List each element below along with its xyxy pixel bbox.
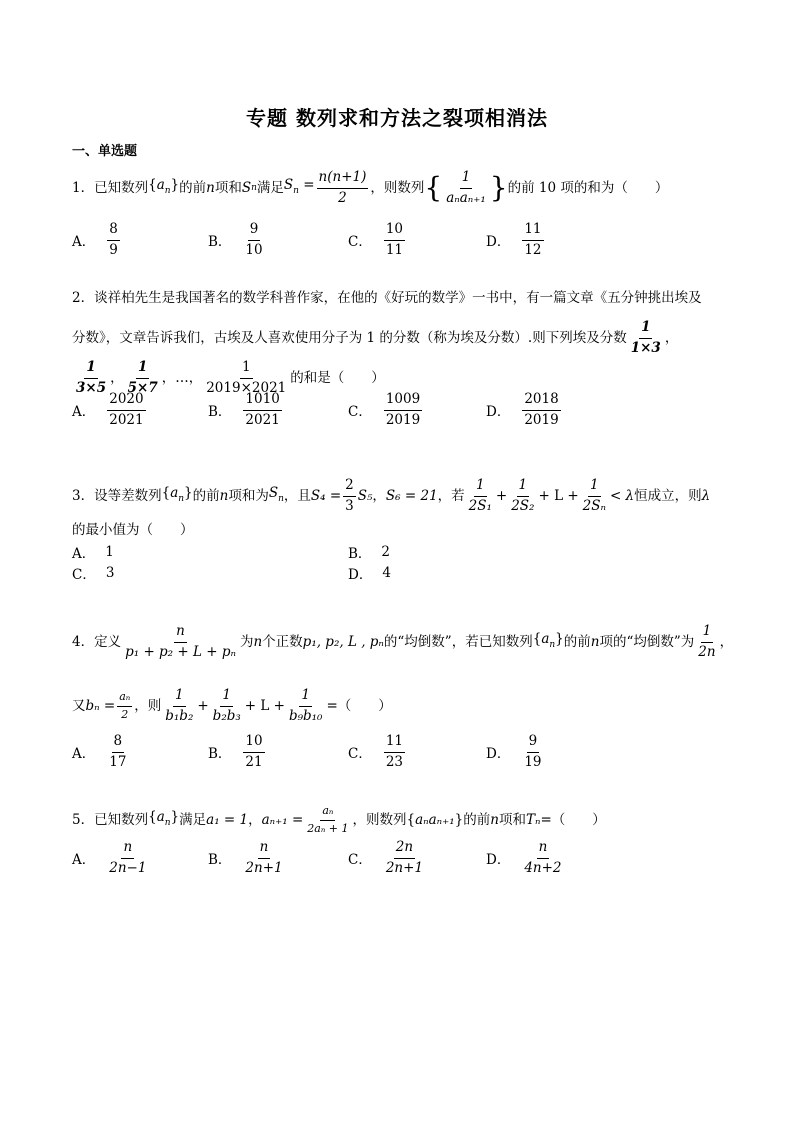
- question-1-stem: 1．已知数列 $\{a_n\}$ 的前 n 项和 S n 满足 $S_n$ = $\frac{n(n+1)}{2}$ ，则数列 { $\frac{1}{\text{aₙaₙ₊₁}}$ } 的前 10 项的和为（ ）: [72, 169, 669, 206]
- q1-option-d[interactable]: D． $\frac{11}{12}$: [486, 221, 542, 258]
- q1-option-b[interactable]: B． $\frac{9}{10}$: [208, 221, 263, 258]
- q4-option-b-fraction: $\frac{10}{21}$: [245, 733, 263, 770]
- question-4-stem: 4．定义 $\frac{n}{\text{p₁ + p₂ + L + pₙ}}$ 为 n 个正数 p₁, p₂, L , pₙ 的“均倒数”，若已知数列 $\{a_n\}$ 的前 n 项的“均倒数”为 $\frac{1}{2n}$ ，: [72, 623, 734, 660]
- q4-sum-term-2: $\frac{1}{\text{b₂b₃}}$: [212, 687, 241, 724]
- question-4-line-2: 又 bₙ = $\frac{\text{aₙ}}{2}$ ，则 $\frac{1}{\text{b₁b₂}}$ + $\frac{1}{\text{b₂b₃}}$ + L + $\frac{1}{\text{b₉b₁₀}}$ =（ ）: [72, 687, 392, 724]
- egypt-fraction-last: $\frac{1}{2019\times 2021}$: [206, 359, 287, 396]
- q4-option-c-fraction: $\frac{11}{23}$: [385, 733, 404, 770]
- q1-option-c-fraction: $\frac{10}{11}$: [385, 221, 404, 258]
- q5-recurrence: $\frac{\text{aₙ}}{\text{2aₙ + 1}}$: [307, 804, 349, 835]
- q1-option-d-fraction: $\frac{11}{12}$: [524, 221, 542, 258]
- sn-fraction: $\frac{n(n+1)}{2}$: [318, 169, 367, 206]
- q2-option-c-fraction: $\frac{1009}{2019}$: [385, 391, 421, 428]
- q2-option-c[interactable]: C． $\frac{1009}{2019}$: [348, 391, 421, 428]
- question-5-stem: 5．已知数列 $\{a_n\}$ 满足 a₁ = 1 ， aₙ₊₁ = $\frac{\text{aₙ}}{\text{2aₙ + 1}}$ ，则数列 {aₙaₙ₊₁} 的前 n 项和 Tₙ =（ ）: [72, 804, 606, 835]
- q1-option-c[interactable]: C． $\frac{10}{11}$: [348, 221, 404, 258]
- q3-ratio: $\frac{2}{3}$: [345, 477, 354, 514]
- question-2-line-1: 2．谈祥柏先生是我国著名的数学科普作家，在他的《好玩的数学》一书中，有一篇文章《五分钟挑出埃及: [72, 290, 702, 306]
- q1-option-b-fraction: $\frac{9}{10}$: [245, 221, 263, 258]
- question-2-line-2: 分数》，文章告诉我们，古埃及人喜欢使用分子为 1 的分数（称为埃及分数）.则下列埃及分数 $\frac{1}{1\times 3}$ ，: [72, 319, 679, 356]
- page-title: 专题 数列求和方法之裂项相消法: [246, 106, 548, 130]
- q4-option-d[interactable]: D． $\frac{9}{19}$: [486, 733, 542, 770]
- q2-option-d[interactable]: D． $\frac{2018}{2019}$: [486, 391, 559, 428]
- q1-option-a-fraction: $\frac{8}{9}$: [109, 221, 118, 258]
- q3-term-1: $\frac{1}{\text{2S₁}}$: [468, 477, 492, 514]
- egypt-fraction-1: $\frac{1}{1\times 3}$: [630, 319, 661, 356]
- q2-option-b-fraction: $\frac{1010}{2021}$: [245, 391, 280, 428]
- q2-option-a[interactable]: A． $\frac{2020}{2021}$: [72, 391, 144, 428]
- q3-option-c[interactable]: C． 3: [72, 565, 115, 583]
- q2-option-a-fraction: $\frac{2020}{2021}$: [109, 391, 144, 428]
- recip-fraction: $\frac{1}{\text{aₙaₙ₊₁}}$: [446, 169, 486, 206]
- q5-option-d-fraction: $\frac{n}{4n+2}$: [524, 839, 562, 876]
- q1-option-a[interactable]: A． $\frac{8}{9}$: [72, 221, 118, 258]
- q4-option-b[interactable]: B． $\frac{10}{21}$: [208, 733, 263, 770]
- egypt-fraction-3: $\frac{1}{5\times 7}$: [127, 359, 158, 396]
- q5-option-a[interactable]: A． $\frac{n}{2n-1}$: [72, 839, 147, 876]
- q4-option-d-fraction: $\frac{9}{19}$: [524, 733, 542, 770]
- q5-option-a-fraction: $\frac{n}{2n-1}$: [109, 839, 147, 876]
- q2-option-d-fraction: $\frac{2018}{2019}$: [524, 391, 559, 428]
- question-3-line-2: 的最小值为（ ）: [72, 522, 194, 538]
- q3-option-a[interactable]: A． 1: [72, 544, 114, 562]
- q3-option-b[interactable]: B． 2: [348, 544, 391, 562]
- q5-option-d[interactable]: D． $\frac{n}{4n+2}$: [486, 839, 562, 876]
- q5-option-b-fraction: $\frac{n}{2n+1}$: [245, 839, 283, 876]
- question-2-line-3: $\frac{1}{3\times 5}$ ， $\frac{1}{5\times 7}$ ，…， $\frac{1}{2019\times 2021}$ 的和是（ ）: [76, 359, 385, 396]
- q4-option-a[interactable]: A． $\frac{8}{17}$: [72, 733, 127, 770]
- egypt-fraction-2: $\frac{1}{3\times 5}$: [76, 359, 107, 396]
- question-3-stem: 3．设等差数列 $\{a_n\}$ 的前 n 项和为 $S_n$ ，且 S₄ = $\frac{2}{3}$ S₅ ， S₆ = 21 ，若 $\frac{1}{\text{2S₁}}$ + $\frac{1}{\text{2S₂}}$ + L + $\frac{1}{\text{2Sₙ}}$ < λ 恒成立，则 λ: [72, 477, 711, 514]
- q3-term-2: $\frac{1}{\text{2S₂}}$: [511, 477, 535, 514]
- q3-option-d[interactable]: D． 4: [348, 565, 391, 583]
- q4-sum-term-last: $\frac{1}{\text{b₉b₁₀}}$: [288, 687, 323, 724]
- q4-option-c[interactable]: C． $\frac{11}{23}$: [348, 733, 404, 770]
- q4-bn-fraction: $\frac{\text{aₙ}}{2}$: [119, 689, 131, 721]
- q5-option-c-fraction: $\frac{2n}{2n+1}$: [385, 839, 424, 876]
- section-heading: 一、单选题: [72, 144, 138, 159]
- q3-term-n: $\frac{1}{\text{2Sₙ}}$: [582, 477, 606, 514]
- seq-set: $\{a_n\}$: [148, 177, 180, 197]
- q5-option-b[interactable]: B． $\frac{n}{2n+1}$: [208, 839, 283, 876]
- q5-option-c[interactable]: C． $\frac{2n}{2n+1}$: [348, 839, 424, 876]
- q4-sum-term-1: $\frac{1}{\text{b₁b₂}}$: [165, 687, 194, 724]
- q2-option-b[interactable]: B． $\frac{1010}{2021}$: [208, 391, 280, 428]
- q4-option-a-fraction: $\frac{8}{17}$: [109, 733, 127, 770]
- q4-definition: $\frac{n}{\text{p₁ + p₂ + L + pₙ}}$: [125, 623, 236, 660]
- q4-mean-value: $\frac{1}{2n}$: [698, 623, 716, 660]
